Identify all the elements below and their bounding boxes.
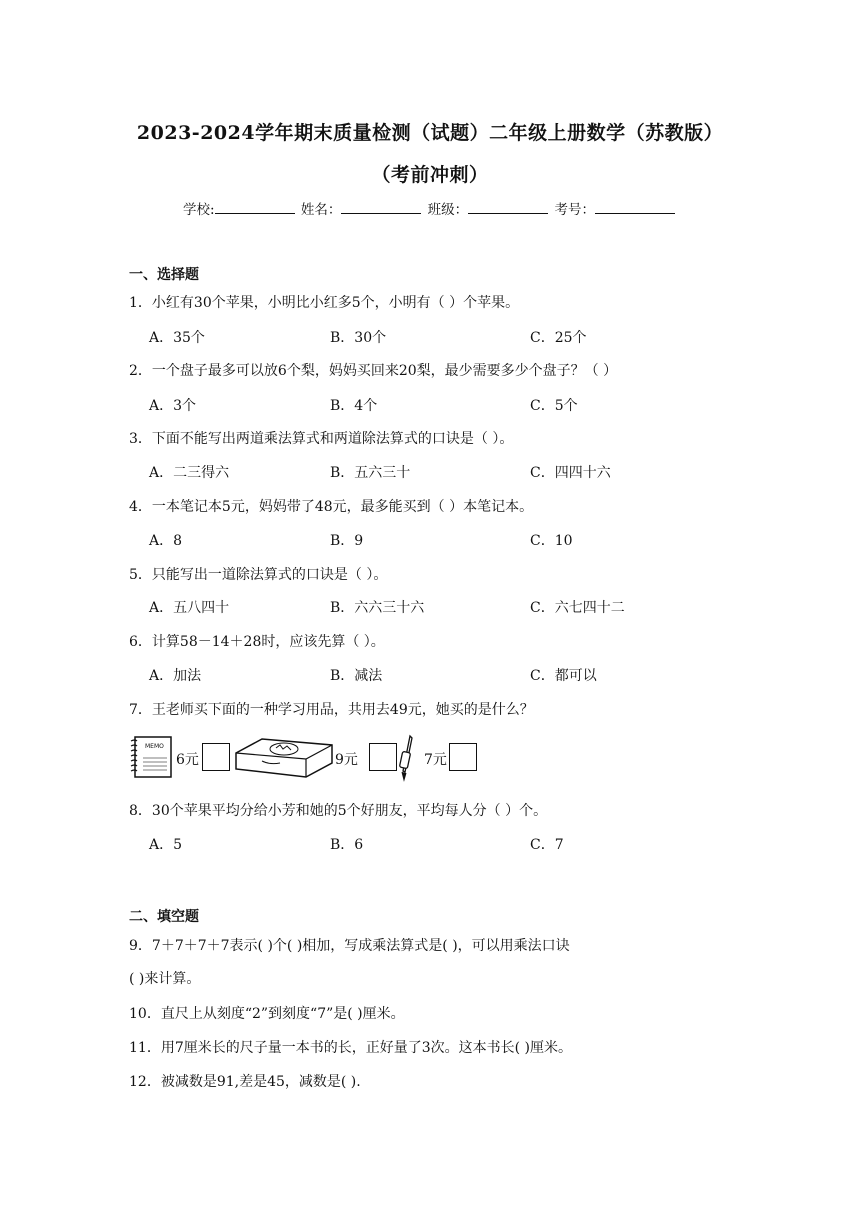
pen-icon — [395, 734, 417, 782]
q3-option-a[interactable]: A．二三得六 — [149, 465, 230, 481]
q8-option-b[interactable]: B．6 — [330, 837, 364, 853]
q3-option-b[interactable]: B．五六三十 — [330, 465, 411, 481]
number-blank[interactable] — [595, 200, 675, 214]
q2-option-c[interactable]: C．5个 — [530, 398, 578, 414]
q6-option-a[interactable]: A．加法 — [149, 668, 202, 684]
question-12: 12．被减数是91,差是45，减数是( ). — [129, 1074, 361, 1090]
answer-box-notebook[interactable] — [202, 743, 230, 771]
class-label: 班级： — [427, 202, 469, 218]
q3-option-c[interactable]: C．四四十六 — [530, 465, 611, 481]
notebook-icon — [129, 734, 175, 780]
question-3: 3．下面不能写出两道乘法算式和两道除法算式的口诀是（ ）。 — [129, 431, 514, 447]
q5-option-a[interactable]: A．五八四十 — [149, 600, 230, 616]
school-label: 学校: — [183, 202, 215, 218]
question-1: 1．小红有30个苹果，小明比小红多5个，小明有（ ）个苹果。 — [129, 295, 520, 311]
q4-option-a[interactable]: A．8 — [149, 533, 183, 549]
student-info-line — [0, 198, 860, 218]
number-label: 考号： — [554, 202, 595, 218]
name-label: 姓名： — [300, 202, 342, 218]
q5-option-c[interactable]: C．六七四十二 — [530, 600, 625, 616]
question-6: 6．计算58－14＋28时，应该先算（ ）。 — [129, 634, 385, 650]
question-4: 4．一本笔记本5元，妈妈带了48元，最多能买到（ ）本笔记本。 — [129, 499, 534, 515]
q1-option-a[interactable]: A．35个 — [149, 330, 205, 346]
memo-label: MEMO — [145, 743, 164, 750]
price-pencil-case: 9元 — [335, 752, 358, 768]
q5-option-b[interactable]: B．六六三十六 — [330, 600, 425, 616]
question-10: 10．直尺上从刻度“2”到刻度“7”是( )厘米。 — [129, 1006, 405, 1022]
question-7: 7．王老师买下面的一种学习用品，共用去49元，她买的是什么？ — [129, 702, 534, 718]
answer-box-pen[interactable] — [449, 743, 477, 771]
price-pen: 7元 — [424, 752, 447, 768]
question-8: 8．30个苹果平均分给小芳和她的5个好朋友，平均每人分（ ）个。 — [129, 803, 548, 819]
pencil-case-icon — [232, 735, 336, 779]
q8-option-c[interactable]: C．7 — [530, 837, 564, 853]
q4-option-c[interactable]: C．10 — [530, 533, 573, 549]
section-heading-choice: 一、选择题 — [129, 267, 199, 283]
question-5: 5．只能写出一道除法算式的口诀是（ ）。 — [129, 567, 388, 583]
q6-option-b[interactable]: B．减法 — [330, 668, 383, 684]
name-blank[interactable] — [341, 200, 421, 214]
q1-option-c[interactable]: C．25个 — [530, 330, 587, 346]
exam-subtitle: （考前冲刺） — [371, 164, 489, 186]
question-9: 9．7＋7＋7＋7表示( )个( )相加，写成乘法算式是( )，可以用乘法口诀 — [129, 938, 570, 954]
school-blank[interactable] — [215, 200, 295, 214]
section-heading-fill: 二、填空题 — [129, 909, 199, 925]
answer-box-pencil-case[interactable] — [369, 743, 397, 771]
question-9-line2: ( )来计算。 — [129, 971, 201, 987]
q7-items-row — [129, 734, 489, 782]
price-notebook: 6元 — [176, 752, 199, 768]
q2-option-a[interactable]: A．3个 — [149, 398, 197, 414]
exam-title: 2023-2024学年期末质量检测（试题）二年级上册数学（苏教版） — [136, 122, 724, 144]
q6-option-c[interactable]: C．都可以 — [530, 668, 597, 684]
question-11: 11．用7厘米长的尺子量一本书的长，正好量了3次。这本书长( )厘米。 — [129, 1040, 573, 1056]
q8-option-a[interactable]: A．5 — [149, 837, 183, 853]
class-blank[interactable] — [468, 200, 548, 214]
q2-option-b[interactable]: B．4个 — [330, 398, 378, 414]
q1-option-b[interactable]: B．30个 — [330, 330, 387, 346]
question-2: 2．一个盘子最多可以放6个梨，妈妈买回来20梨，最少需要多少个盘子？（ ） — [129, 363, 618, 379]
q4-option-b[interactable]: B．9 — [330, 533, 364, 549]
